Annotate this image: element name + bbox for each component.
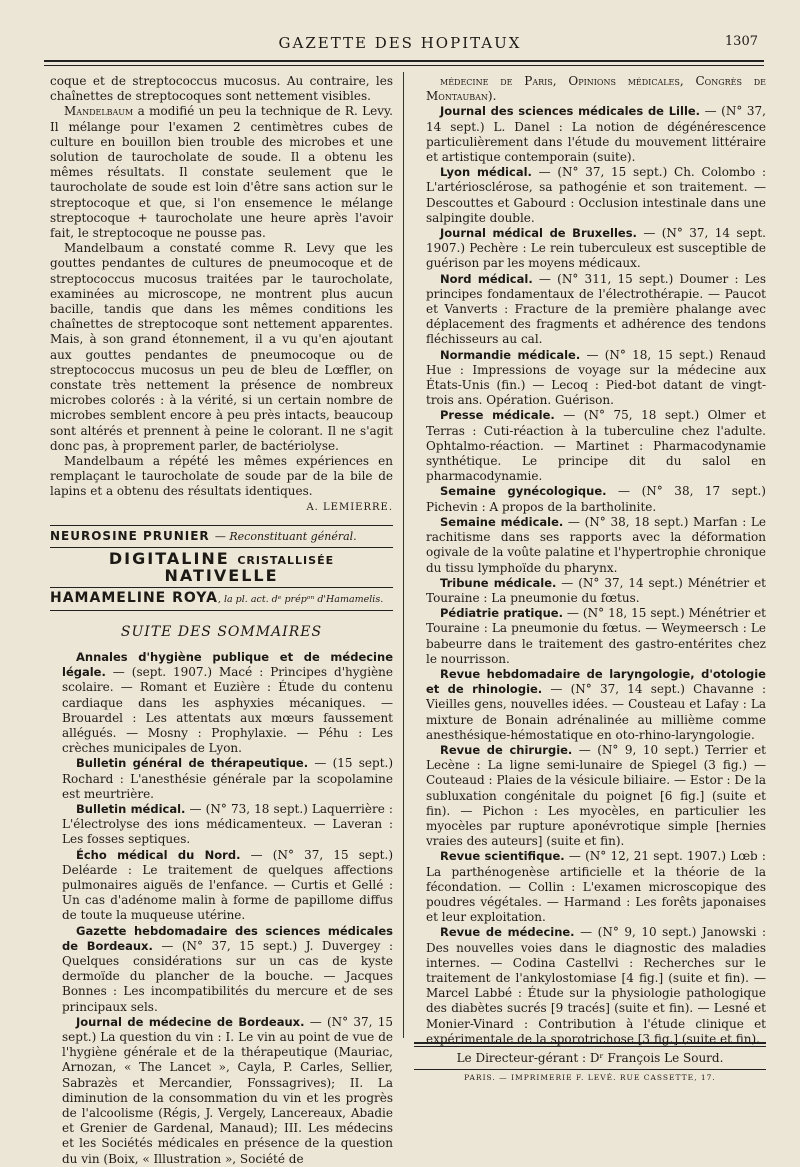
ad-neurosine-name: NEUROSINE PRUNIER <box>50 528 210 543</box>
summary-entry <box>50 1015 393 1167</box>
divider <box>50 547 393 548</box>
journal-name: Revue de médecine. <box>440 925 575 940</box>
paragraph: Mandelbaum a répété les mêmes expériences en remplaçant le taurocholate de soude par de la bile de lapins et a obtenu des résultats identiques. <box>50 454 393 499</box>
director-line: Le Directeur-gérant : Dʳ François Le Sourd. <box>456 1051 724 1065</box>
ad-digitaline-name: DIGITALINE <box>108 549 230 569</box>
advertisement-block <box>50 525 393 611</box>
divider <box>414 1042 766 1047</box>
ad-digitaline-cristallisee: CRISTALLISÉE <box>237 554 335 568</box>
summary-entry-continued <box>414 74 766 104</box>
entry-text: — (N° 18, 15 sept.) Ménétrier et Touraine : La pneumonie du fœtus. — Weymeersch : Le babeurre dans le traitement des gastro-entérites chez le nourrisson. <box>426 606 766 666</box>
entry-text: — (N° 37, 15 sept.) J. Duvergey : Quelques considérations sur un cas de kyste dermoïde du plancher de la bouche. — Jacques Bonnes : Les incompatibilités du mercure et de ses principaux sels. <box>62 938 394 1014</box>
journal-name: Bulletin général de thérapeutique. <box>76 756 309 771</box>
entry-text: — (N° 38, 17 sept.) Pichevin : A propos de la bartholinite. <box>426 484 766 514</box>
summary-entry <box>50 756 393 802</box>
journal-name: Semaine gynécologique. <box>440 484 607 499</box>
paragraph-text: a modifié un peu la technique de R. Levy. Il mélange pour l'examen 2 centimètres cubes de culture en bouillon bien trouble des microbes et une solution de taurocholate de soude. Il a obtenu les mêmes résultats. Il constate seulement que le taurocholate de soude est loin d'être sans action sur le streptocoque et que, si l'on ensemence le mélange streptocoque + taurocholate une heure après l'avoir fait, le streptocoque ne pousse pas. <box>50 104 393 241</box>
journal-name: Bulletin médical. <box>76 801 186 816</box>
summary-entry <box>414 515 766 576</box>
ad-hamameline <box>50 591 393 607</box>
divider <box>50 525 393 526</box>
journal-name: Journal de médecine de Bordeaux. <box>76 1014 305 1029</box>
summary-entry <box>414 606 766 667</box>
divider <box>50 610 393 611</box>
summary-entry <box>414 348 766 409</box>
summary-entry <box>414 104 766 165</box>
entry-text: — (N° 311, 15 sept.) Doumer : Les principes fondamentaux de l'électrothérapie. — Paucot et Vanverts : Fracture de la première phalange avec déplacement des fragments et adhérence des tendons fléchisseurs au cal. <box>426 271 767 347</box>
entry-text: — (N° 9, 10 sept.) Janowski : Des nouvelles voies dans le diagnostic des maladies internes. — Codina Castellvi : Recherches sur le traitement de l'ankylostomiase [4 fig.] (suite et fin). — Marcel Labbé : Étude sur la physiologie pathologique des diabètes sucrés [9 tracés] (suite et fin). — Lesné et Monier-Vinard : Contribution à l'étude clinique et expérimentale de la sporotrichose [3 fig.] (suite et fin). <box>426 925 766 1046</box>
ad-digitaline <box>50 549 393 586</box>
entry-text: — (N° 12, 21 sept. 1907.) Lœb : La parthénogenèse artificielle et la théorie de la fécondation. — Collin : L'examen microscopique des poudres végétales. — Harmand : Les forêts japonaises et leur exploitation. <box>426 849 766 925</box>
printer-line: PARIS. — IMPRIMERIE F. LEVÉ. RUE CASSETTE, 17. <box>464 1073 716 1082</box>
divider <box>50 587 393 588</box>
paragraph <box>50 104 393 241</box>
entry-text: — (N° 37, 15 sept.) La question du vin : I. Le vin au point de vue de l'hygiène générale et de la thérapeutique (Mauriac, Arnozan, « The Lancet », Cayla, P. Carles, Sellier, Sabrazès et Mercandier, Fonssagrives); II. La diminution de la consommation du vin et les progrès de l'alcoolisme (Régis, J. Vergely, Lancereaux, Abadie et Grenier de Gardenal, Manaud); III. Les médecins et les Sociétés médicales en présence de la question du vin (Boix, « Illustration », Société de <box>62 1014 393 1166</box>
summary-entry <box>50 802 393 848</box>
summary-entry <box>414 925 766 1047</box>
journal-name: Journal des sciences médicales de Lille. <box>440 104 701 119</box>
left-column <box>50 74 393 1167</box>
journal-name: Tribune médicale. <box>440 575 557 590</box>
journal-name: Semaine médicale. <box>440 514 564 529</box>
summary-entry <box>50 848 393 924</box>
summary-entry <box>414 226 766 272</box>
journal-name: Revue hebdomadaire de laryngologie, d'otologie et de rhinologie. <box>426 666 766 697</box>
divider <box>414 1069 766 1070</box>
signature: A. LEMIERRE. <box>306 501 393 513</box>
journal-name: Revue scientifique. <box>440 849 565 864</box>
entry-text: — (N° 37, 14 sept.) Chavanne : Vieilles gens, nouvelles idées. — Cousteau et Lafay : La mixture de Bonain adrénalinée au millième comme anesthésique-hémostatique en oto-rhino-laryngologie. <box>426 682 766 742</box>
entry-text: — (N° 38, 18 sept.) Marfan : Le rachitisme dans ses rapports avec la déformation ogivale de la voûte palatine et l'hypertrophie chronique du tissu lymphoïde du pharynx. <box>426 514 766 575</box>
journal-name: Écho médical du Nord. <box>76 847 241 862</box>
summary-entry <box>414 165 766 226</box>
journal-name: Nord médical. <box>440 271 533 286</box>
summary-entry <box>414 272 766 348</box>
journal-name: Presse médicale. <box>440 408 555 423</box>
summary-entry <box>50 650 393 756</box>
summary-entry <box>414 408 766 484</box>
summary-entry <box>414 743 766 849</box>
section-title: SUITE DES SOMMAIRES <box>120 623 323 640</box>
entry-text: — (N° 9, 10 sept.) Terrier et Lecène : La ligne semi-lunaire de Spiegel (3 fig.) — Couteaud : Plaies de la vésicule biliaire. — Estor : De la subluxation congénitale du poignet [6 fig.] (suite et fin). — Pichon : Les myocèles, en particulier les myocèles par rupture aponévrotique simple [hernies vraies des auteurs] (suite et fin). <box>426 742 767 849</box>
right-column <box>414 74 766 1047</box>
entry-text: — (N° 75, 18 sept.) Olmer et Terras : Cuti-réaction à la tuberculine chez l'adulte. Ophtalmo-réaction. — Martinet : Pharmacodynamie synthétique. Le principe dit du salol en pharmacodynamie. <box>426 408 766 484</box>
journal-name: Lyon médical. <box>440 165 532 180</box>
journal-name: Normandie médicale. <box>440 347 581 362</box>
entry-text: — (N° 37, 14 sept.) L. Danel : La notion de dégénérescence particulièrement dans l'étude du mouvement littéraire et artistique contemporain (suite). <box>426 104 766 165</box>
entry-text: — (sept. 1907.) Macé : Principes d'hygiène scolaire. — Romant et Euzière : Étude du contenu cardiaque dans les asphyxies mécaniques. — Brouardel : Les attentats aux mœurs faussement allégués. — Mosny : Prophylaxie. — Péhu : Les crèches municipales de Lyon. <box>62 665 393 756</box>
header-rule <box>44 60 764 66</box>
entry-text: — (15 sept.) Rochard : L'anesthésie générale par la scopolamine est meurtrière. <box>62 756 394 801</box>
summary-entry <box>50 924 393 1015</box>
ad-hamameline-name: HAMAMELINE ROYA <box>50 589 218 606</box>
journal-name: Pédiatrie pratique. <box>440 606 563 621</box>
author-name: Mandelbaum <box>64 104 134 119</box>
page-number: 1307 <box>724 34 758 49</box>
summary-entry <box>414 484 766 514</box>
journal-name: Journal médical de Bruxelles. <box>440 226 637 241</box>
entry-text: — (N° 37, 14 sept.) Ménétrier et Touraine : La pneumonie du fœtus. <box>426 575 766 605</box>
summary-entry <box>414 667 766 743</box>
ad-neurosine <box>50 529 393 544</box>
journal-name: Gazette hebdomadaire des sciences médicales de Bordeaux. <box>62 923 393 953</box>
summary-list-left <box>50 650 393 1167</box>
ad-neurosine-tagline: — Reconstituant général. <box>214 529 357 543</box>
ad-hamameline-tagline: , la pl. act. dᵉ prépᵒⁿ d'Hamamelis. <box>217 593 384 605</box>
entry-text: — (N° 37, 14 sept. 1907.) Pechère : Le rein tuberculeux est susceptible de guérison par les moyens médicaux. <box>426 226 766 271</box>
summary-entry <box>414 576 766 606</box>
paragraph: Mandelbaum a constaté comme R. Levy que les gouttes pendantes de cultures de pneumocoque et de streptococcus mucosus traitées par le taurocholate, examinées au microscope, ne montrent plus aucun bacille, tandis que dans les mêmes conditions les chaînettes de streptocoque sont nettement apparentes. Mais, à son grand étonnement, il a vu qu'en ajoutant aux gouttes pendantes de pneumocoque ou de streptococcus mucosus un peu de bleu de Lœffler, on constate très nettement la présence de nombreux microbes colorés : à la vérité, si un certain nombre de microbes semblent encore à peu près intacts, beaucoup sont altérés et prennent à peine le colorant. Il ne s'agit donc pas, à proprement parler, de bactériolyse. <box>50 241 393 453</box>
paragraph: coque et de streptococcus mucosus. Au contraire, les chaînettes de streptocoques sont nettement visibles. <box>50 74 393 104</box>
journal-title: GAZETTE DES HOPITAUX <box>278 34 522 52</box>
entry-text: médecine de Paris, Opinions médicales, Congrès de Montauban). <box>426 74 766 104</box>
summary-entry <box>414 849 766 925</box>
running-head <box>40 30 760 54</box>
entry-text: — (N° 37, 15 sept.) Ch. Colombo : L'artériosclérose, sa pathogénie et son traitement. — Descouttes et Gabourd : Occlusion intestinale dans une salpingite double. <box>426 165 766 225</box>
column-divider <box>403 72 404 1038</box>
entry-text: — (N° 73, 18 sept.) Laquerrière : L'électrolyse des ions médicamenteux. — Laveran : Les fosses septiques. <box>62 801 393 847</box>
ad-digitaline-nativelle: NATIVELLE <box>164 566 279 586</box>
entry-text: — (N° 37, 15 sept.) Deléarde : Le traitement de quelques affections pulmonaires aiguës de l'enfance. — Curtis et Gellé : Un cas d'adénome malin à forme de papillome diffus de toute la muqueuse utérine. <box>62 847 393 923</box>
colophon <box>414 1042 766 1082</box>
entry-text: — (N° 18, 15 sept.) Renaud Hue : Impressions de voyage sur la médecine aux États-Unis (fin.) — Lecoq : Pied-bot datant de vingt-trois ans. Opération. Guérison. <box>426 347 766 408</box>
journal-name: Annales d'hygiène publique et de médecine légale. <box>62 649 393 680</box>
journal-name: Revue de chirurgie. <box>440 742 573 757</box>
